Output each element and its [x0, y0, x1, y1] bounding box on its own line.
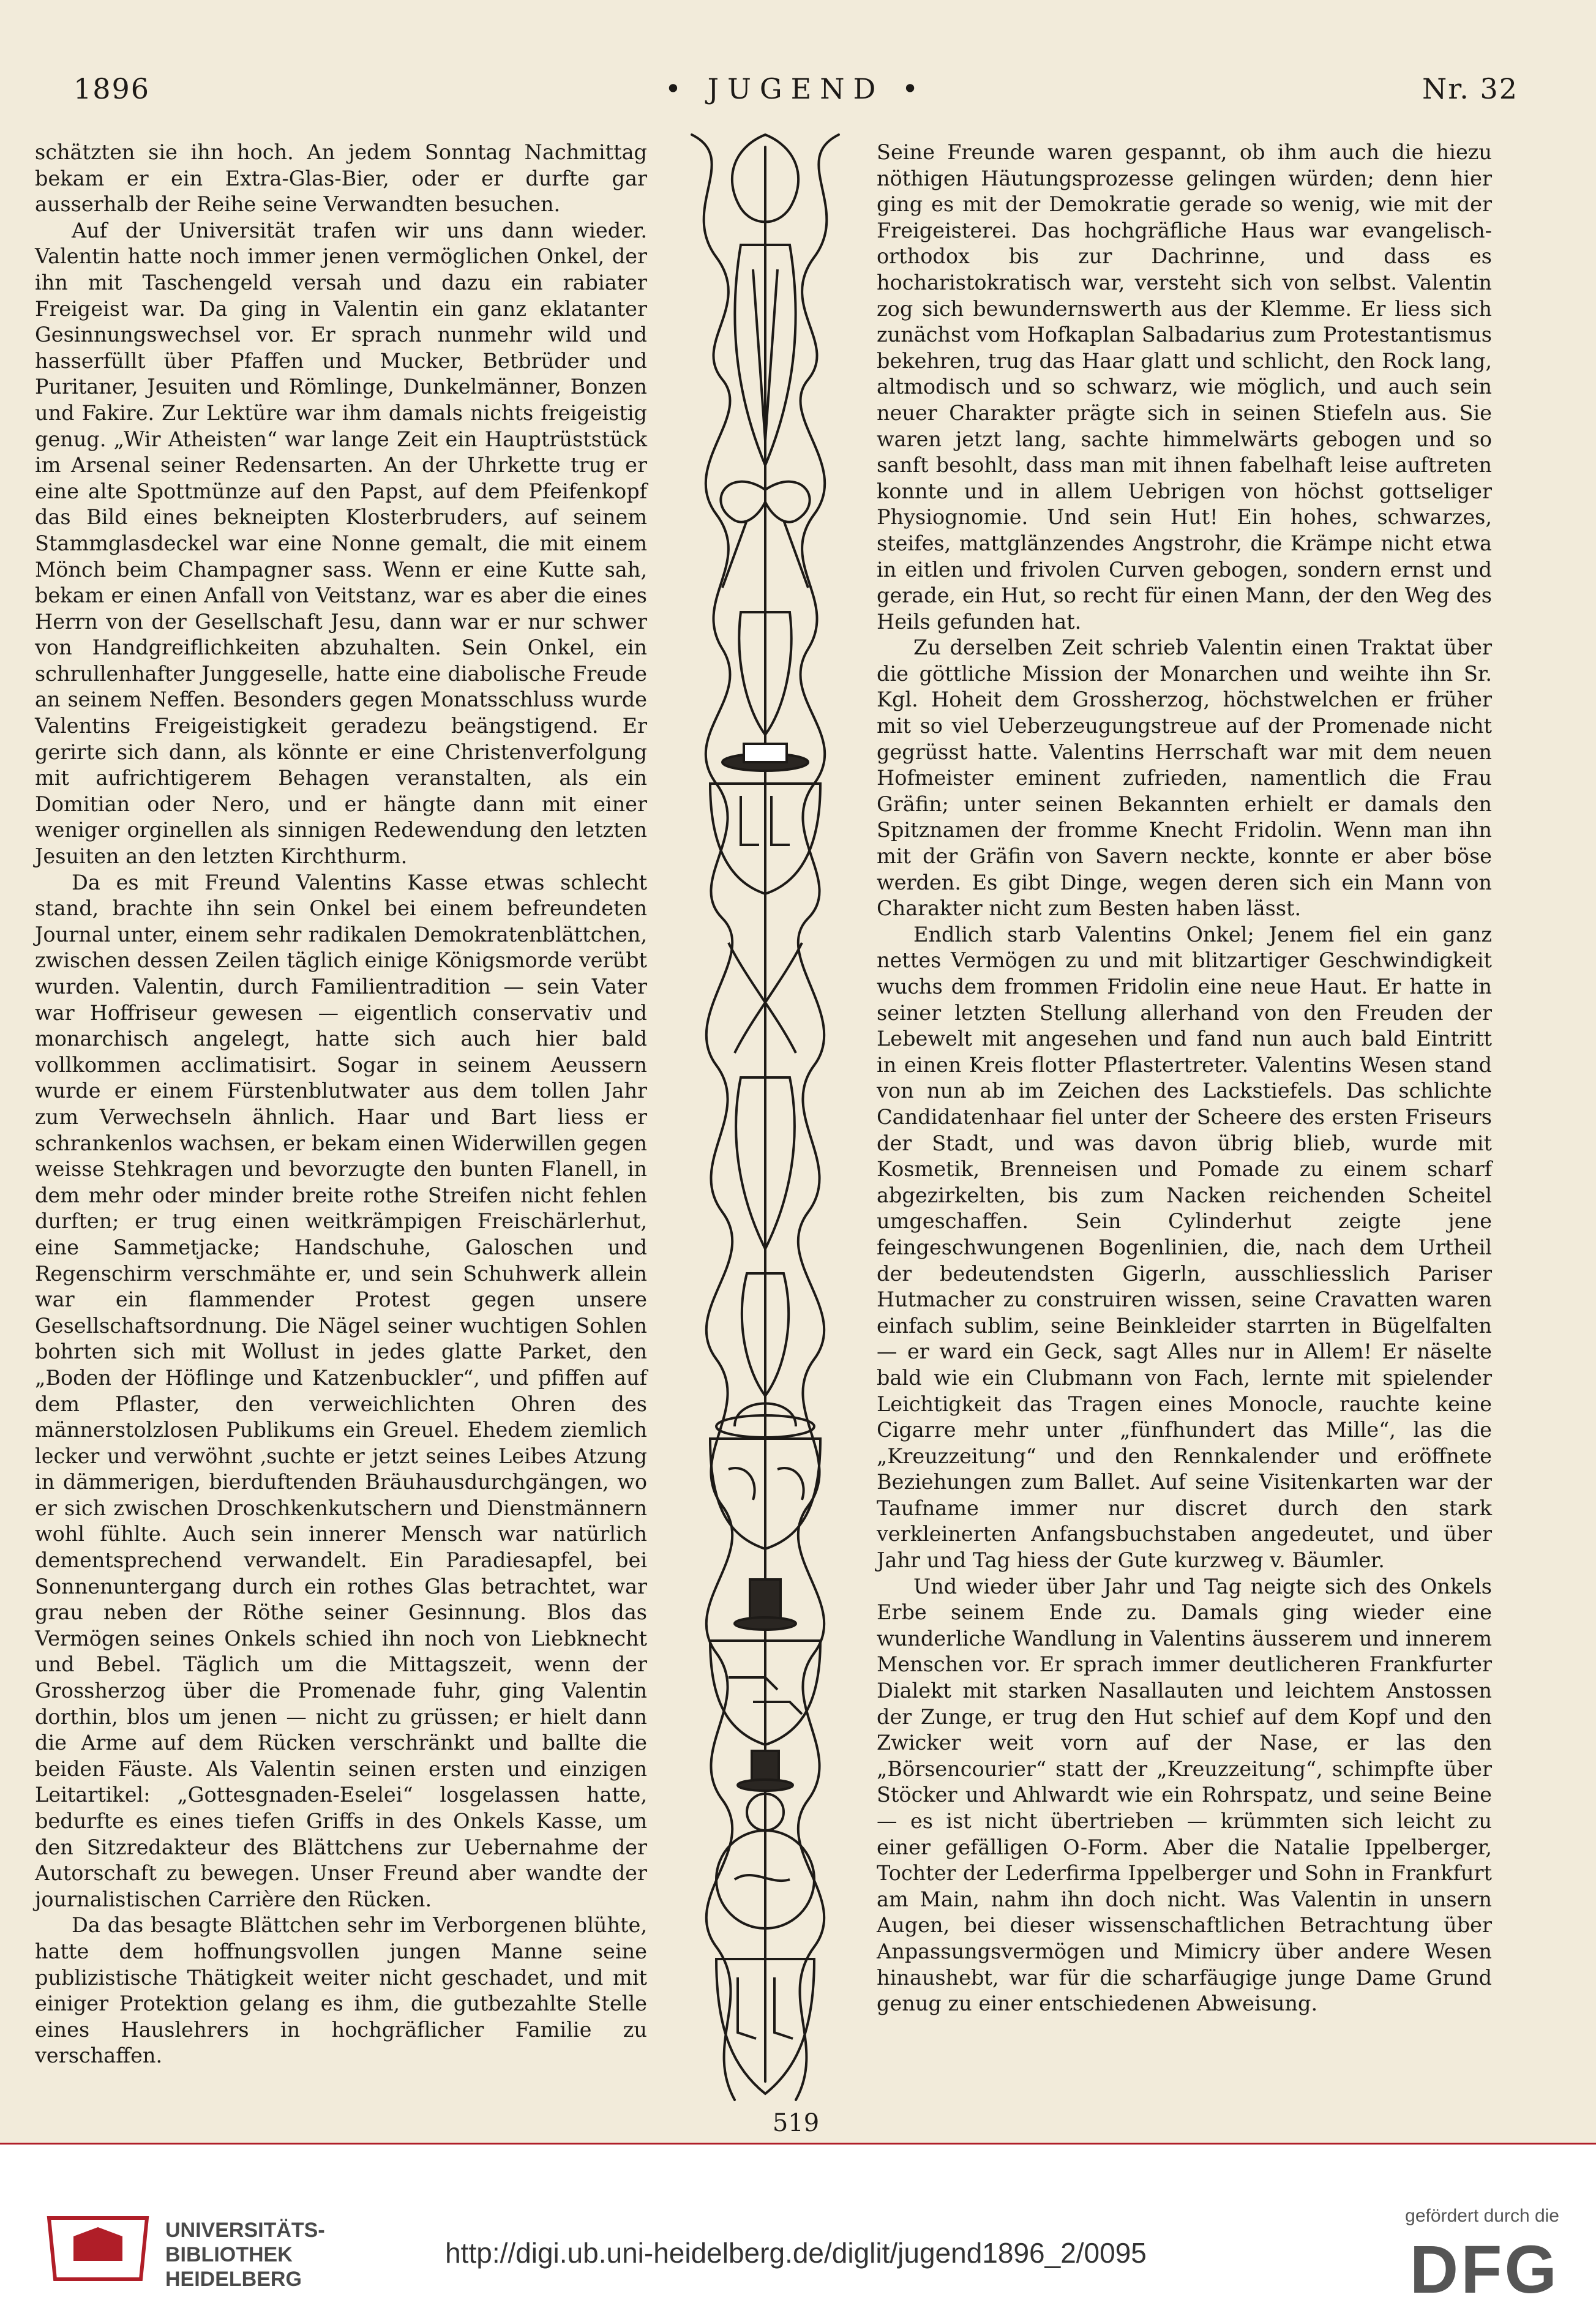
paragraph: Zu derselben Zeit schrieb Valentin einen Traktat über die göttliche Mission der Monarchen und weihte ihn Sr. Kgl. Hoheit dem Grossherzog, höchstwelchen er früher mit so viel Ueberzeugungstreue auf der Promenade nicht gegrüsst hatte. Valentins Herrschaft war mit dem neuen Hofmeister eminent zufrieden, namentlich die Frau Gräfin; unter seinen Bekannten erhielt er damals den Spitznamen der fromme Knecht Fridolin. Wenn man ihn mit der Gräfin von Savern neckte, konnte er aber böse werden. Es gibt Dinge, wegen deren sich ein Mann von Charakter nicht zum Besten haben lässt.: [877, 635, 1492, 921]
paragraph: Da es mit Freund Valentins Kasse etwas schlecht stand, brachte ihn sein Onkel bei einem befreundeten Journal unter, einem sehr radikalen Demokratenblättchen, zwischen dessen Zeilen täglich einige Königsmorde verübt wurden. Valentin, durch Familientradition — sein Vater war Hoffriseur gewesen — eigentlich conservativ und monarchisch angelegt, hatte sich auch hier bald vollkommen acclimatisirt. Sogar in seinem Aeussern wurde er einem Fürstenblutwater aus dem tollen Jahr zum Verwechseln ähnlich. Haar und Bart liess er schrankenlos wachsen, er bekam einen Widerwillen gegen weisse Stehkragen und bevorzugte den bunten Flanell, in dem mehr oder minder breite rothe Streifen nicht fehlen durften; er trug einen weitkrämpigen Freischärlerhut, eine Sammetjacke; Handschuhe, Galoschen und Regenschirm verschmähte er, und sein Schuhwerk allein war ein flammender Protest gegen unsere Gesellschaftsordnung. Die Nägel seiner wuchtigen Sohlen bohrten sich mit Wollust in jedes glatte Parket, den „Boden der Höflinge und Katzenbuckler“, und pfiffen auf dem Pflaster, den verweichlichten Ohren des männerstolzlosen Publikums ein Greuel. Ehedem ziemlich lecker und verwöhnt ‚suchte er jetzt seines Leibes Atzung in dämmerigen, bierduftenden Bräuhausdurchgängen, wo er sich zwischen Droschkenkutschern und Dienstmännern wohl fühlte. Auch sein innerer Mensch war natürlich dementsprechend verwandelt. Ein Paradiesapfel, bei Sonnenuntergang durch ein rothes Glas betrachtet, war grau neben der Röthe seiner Gesinnung. Blos das Vermögen seines Onkels schied ihn noch von Liebknecht und Bebel. Täglich um die Mittagszeit, wenn der Grossherzog über die Promenade fuhr, ging Valentin dorthin, blos um jenen — nicht zu grüssen; er hielt dann die Arme auf dem Rücken verschränkt und ballte die beiden Fäuste. Als Valentin seinen ersten und einzigen Leitartikel: „Gottesgnaden-Eselei“ losgelassen hatte, bedurfte es eines tiefen Griffs in des Onkels Kasse, um den Sitzredakteur des Blättchens zur Uebernahme der Autorschaft zu bewegen. Unser Freund aber wandte der journalistischen Carrière den Rücken.: [35, 870, 647, 1911]
page-header: [73, 72, 1518, 121]
source-url[interactable]: http://digi.ub.uni-heidelberg.de/diglit/jugend1896_2/0095: [445, 2237, 1147, 2269]
paragraph: Und wieder über Jahr und Tag neigte sich des Onkels Erbe seinem Ende zu. Damals ging wieder eine wunderliche Wandlung in Valentins äusserem und innerem Menschen vor. Er sprach immer deutlicheren Frankfurter Dialekt mit starken Nasallauten und leichtem Anstossen der Zunge, er trug den Hut schief auf dem Kopf und den Zwicker weit vorn auf der Nase, er las den „Börsencourier“ statt der „Kreuzzeitung“, schimpfte über Stöcker und Ahlwardt wie ein Rohrspatz, und seine Beine — es ist nicht übertrieben — krümmten sich leicht zu einer gefälligen O-Form. Aber die Natalie Ippelberger, Tochter der Lederfirma Ippelberger und Sohn in Frankfurt am Main, nahm ihn doch nicht. Was Valentin in unsern Augen, bei dieser wissenschaftlichen Betrachtung über Anpassungsvermögen und Mimicry über andere Wesen hinaushebt, war für die scharfäugige junge Dame Grund genug zu einer entschiedenen Abweisung.: [877, 1574, 1492, 2016]
paragraph: schätzten sie ihn hoch. An jedem Sonntag Nachmittag bekam er ein Extra-Glas-Bier, oder er durfte gar ausserhalb der Reihe seine Verwandten besuchen.: [35, 140, 647, 217]
university-seal-icon: [37, 2212, 159, 2285]
digitization-footer: [0, 2143, 1596, 2319]
vertical-ornament: [667, 122, 863, 2118]
page-number: 519: [772, 2109, 820, 2137]
paragraph: Auf der Universität trafen wir uns dann wieder. Valentin hatte noch immer jenen vermöglichen Onkel, der ihn mit Taschengeld versah und dazu ein rabiater Freigeist war. Da ging in Valentin ein ganz eklatanter Gesinnungswechsel vor. Er sprach nunmehr wild und hasserfüllt über Pfaffen und Mucker, Betbrüder und Puritaner, Jesuiten und Römlinge, Dunkelmänner, Bonzen und Fakire. Zur Lektüre war ihm damals nichts freigeistig genug. „Wir Atheisten“ war lange Zeit ein Hauptrüststück im Arsenal seiner Redensarten. An der Uhrkette trug er eine alte Spottmünze auf den Papst, auf dem Pfeifenkopf das Bild eines bekneipten Klosterbruders, auf seinem Stammglasdeckel war eine Nonne gemalt, die mit einem Mönch beim Champagner sass. Wenn er eine Kutte sah, bekam er einen Anfall von Veitstanz, war es aber die eines Herrn von der Gesellschaft Jesu, dann war er nur schwer von Handgreiflichkeiten abzuhalten. Sein Onkel, ein schrullenhafter Junggeselle, hatte eine diabolische Freude an seinem Neffen. Besonders gegen Monatsschluss wurde Valentins Freigeistigkeit geradezu beängstigend. Er gerirte sich dann, als könnte er eine Christenverfolgung mit aufrichtigerem Behagen veranstalten, als ein Domitian oder Nero, und er hängte dann mit einer weniger orginellen als sinnigen Redewendung den letzten Jesuiten an den letzten Kirchthurm.: [35, 218, 647, 869]
institution-line: BIBLIOTHEK: [165, 2243, 293, 2266]
institution-line: HEIDELBERG: [165, 2268, 302, 2291]
funding-label: gefördert durch die: [1405, 2206, 1559, 2226]
institution-line: UNIVERSITÄTS-: [165, 2219, 325, 2242]
header-title: • JUGEND •: [664, 72, 927, 105]
paragraph: Da das besagte Blättchen sehr im Verborgenen blühte, hatte dem hoffnungsvollen jungen Manne seine publizistische Thätigkeit weiter nicht geschadet, und mit einiger Protektion gelang es ihm, die gutbezahlte Stelle eines Hauslehrers in hochgräflicher Familie zu verschaffen.: [35, 1913, 647, 2068]
hat-icon: [722, 744, 808, 771]
dfg-logo: DFG: [1409, 2232, 1559, 2307]
paragraph: Seine Freunde waren gespannt, ob ihm auch die hiezu nöthigen Häutungsprozesse gelingen würden; denn hier ging es mit der Demokratie gerade so wenig, wie mit der Freigeisterei. Das hochgräfliche Haus war evangelisch-orthodox bis zur Dachrinne, und dass es hocharistokratisch war, versteht sich von selbst. Valentin zog sich bewundernswerth aus der Klemme. Er liess sich zunächst vom Hofkaplan Salbadarius zum Protestantismus bekehren, trug das Haar glatt und schlicht, den Rock lang, altmodisch und so schwarz, wie möglich, und auch sein neuer Charakter prägte sich in seinen Stiefeln aus. Sie waren jetzt lang, sachte himmelwärts gebogen und so sanft besohlt, dass man mit ihnen fabelhaft leise auftreten konnte und in allem Uebrigen von höchst gottseliger Physiognomie. Und sein Hut! Ein hohes, schwarzes, steifes, mattglänzendes Angstrohr, die Krämpe nicht etwa in eitlen und frivolen Curven gebogen, sondern ernst und gerade, ein Hut, so recht für einen Mann, der den Weg des Heils gefunden hat.: [877, 140, 1492, 634]
header-issue: Nr. 32: [1422, 72, 1518, 105]
top-hat-icon: [735, 1579, 796, 1630]
institution-name: [165, 2218, 325, 2291]
header-year: 1896: [73, 72, 151, 105]
right-text-column: [877, 140, 1492, 2017]
paragraph: Endlich starb Valentins Onkel; Jenem fiel ein ganz nettes Vermögen zu und mit blitzartiger Geschwindigkeit wuchs dem frommen Fridolin eine neue Haut. Er hatte in seiner letzten Stellung allerhand von den Freuden der Lebewelt mit angesehen und fand nun auch bald Eintritt in einen Kreis flotter Pflastertreter. Valentins Wesen stand von nun ab im Zeichen des Lackstiefels. Das schlichte Candidatenhaar fiel unter der Scheere des ersten Friseurs der Stadt, und was davon übrig blieb, wurde mit Kosmetik, Brenneisen und Pomade zu einem scharf abgezirkelten, bis zum Nacken reichenden Scheitel umgeschaffen. Sein Cylinderhut zeigte jene feingeschwungenen Bogenlinien, die, nach dem Urtheil der bedeutendsten Gigerln, ausschliesslich Pariser Hutmacher zu construiren wissen, seine Cravatten waren einfach sublim, seine Beinkleider starrten in Bügelfalten — er ward ein Geck, sagt Alles nur in Allem! Er näselte bald wie ein Clubmann von Fach, lernte mit spielender Leichtigkeit das Tragen eines Monocle, rauchte keine Cigarre mehr unter „fünfhundert das Mille“, las die „Kreuzzeitung“ und den Rennkalender und eröffnete Beziehungen zum Ballet. Auf seine Visitenkarten war der Taufname immer nur discret durch den stark verkleinerten Anfangsbuchstaben angedeutet, und über Jahr und Tag hiess der Gute kurzweg v. Bäumler.: [877, 922, 1492, 1573]
left-text-column: [35, 140, 647, 2069]
